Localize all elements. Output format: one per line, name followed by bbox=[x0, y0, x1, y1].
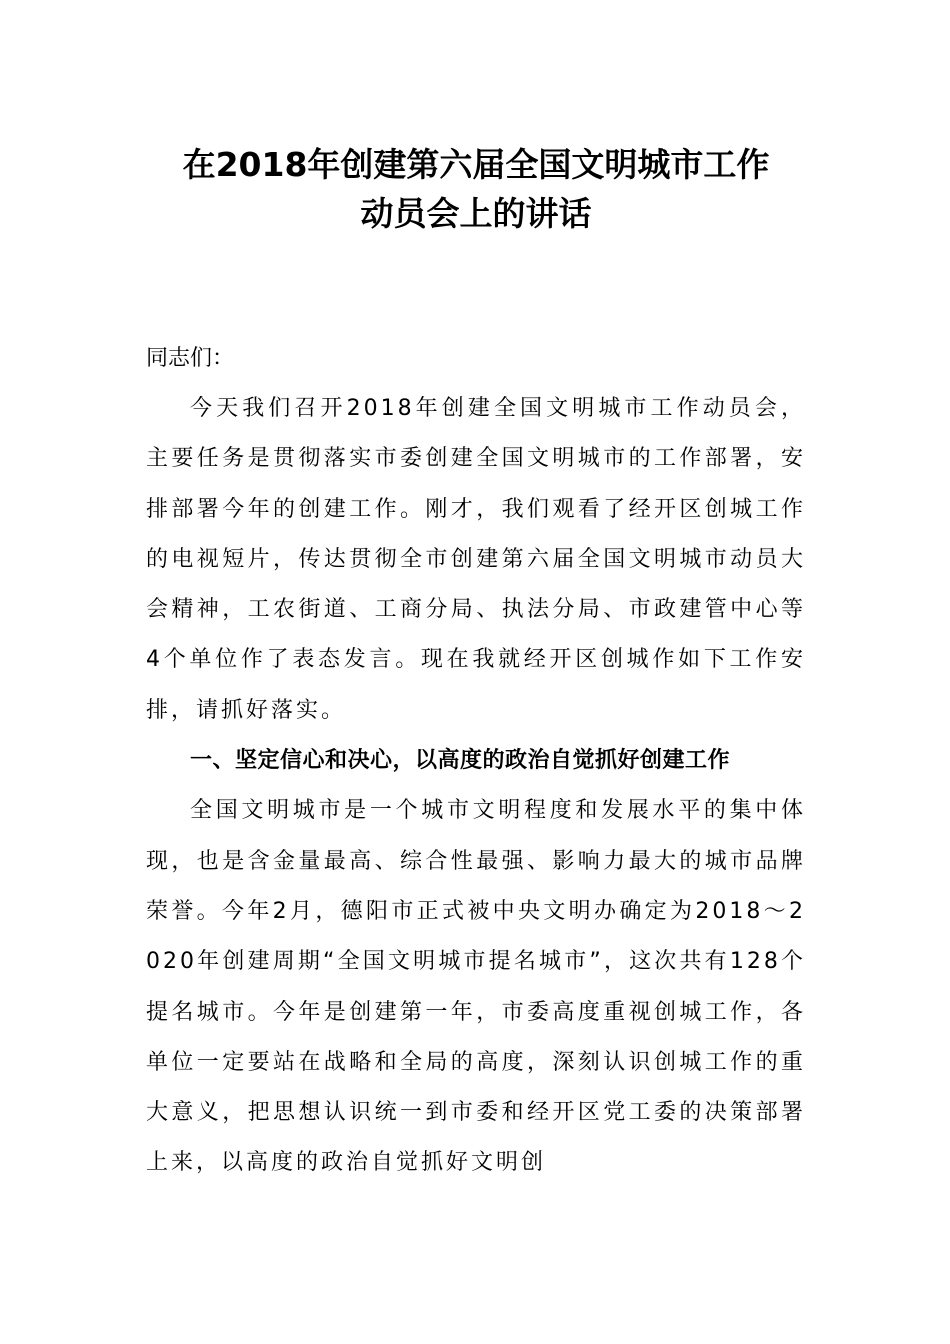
paragraph-2: 全国文明城市是一个城市文明程度和发展水平的集中体现，也是含金量最高、综合性最强、影响力最大的城市品牌荣誉。今年2月，德阳市正式被中央文明办确定为2018～2020年创建周期“全国文明城市提名城市”，这次共有128个提名城市。今年是创建第一年，市委高度重视创城工作，各单位一定要站在战略和全局的高度，深刻认识创城工作的重大意义，把思想认识统一到市委和经开区党工委的决策部署上来，以高度的政治自觉抓好文明创 bbox=[146, 798, 806, 1176]
document-page bbox=[146, 140, 806, 1189]
section-heading-1: 一、坚定信心和决心，以高度的政治自觉抓好创建工作 bbox=[190, 748, 731, 774]
title-line-1: 在2018年创建第六届全国文明城市工作 bbox=[182, 145, 770, 184]
paragraph-1: 今天我们召开2018年创建全国文明城市工作动员会，主要任务是贯彻落实市委创建全国文明城市的工作部署，安排部署今年的创建工作。刚才，我们观看了经开区创城工作的电视短片，传达贯彻全市创建第六届全国文明城市动员大会精神，工农街道、工商分局、执法分局、市政建管中心等4个单位作了表态发言。现在我就经开区创城作如下工作安排，请抓好落实。 bbox=[146, 396, 806, 723]
title-line-2: 动员会上的讲话 bbox=[360, 194, 592, 233]
document-title bbox=[146, 140, 806, 238]
salutation: 同志们： bbox=[146, 346, 235, 371]
